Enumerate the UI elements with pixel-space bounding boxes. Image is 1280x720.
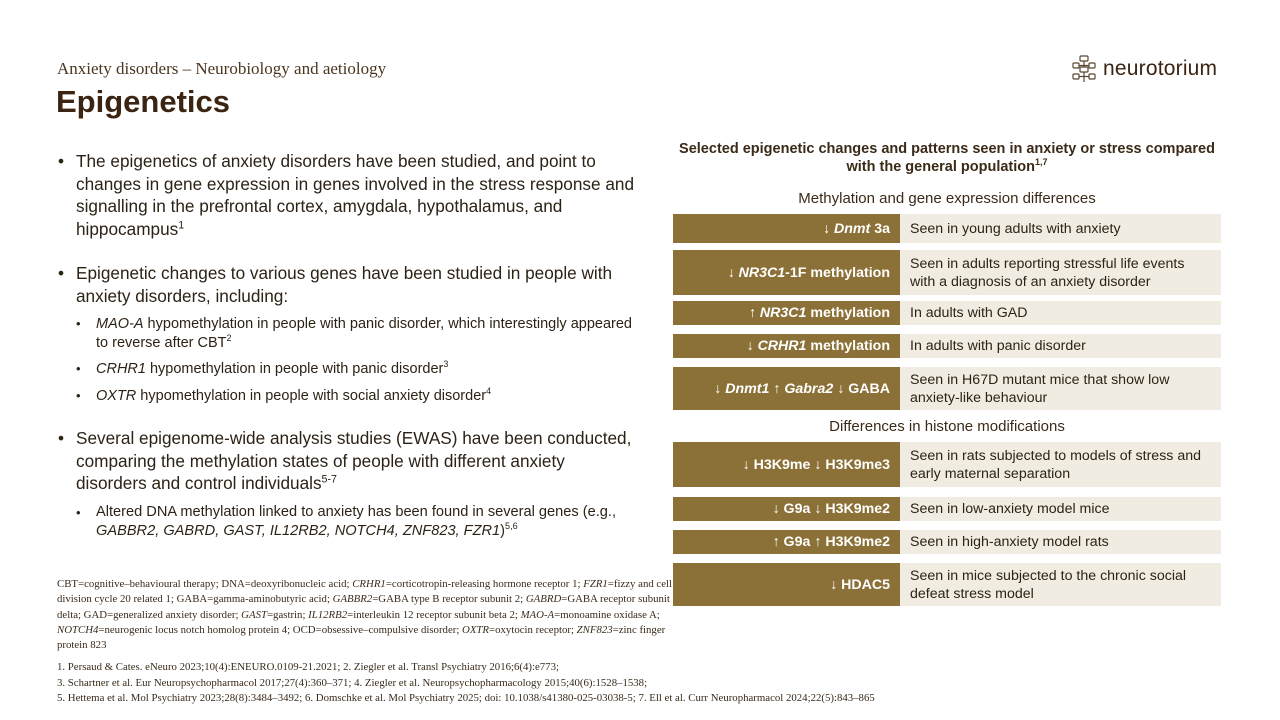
bullet-text: Several epigenome-wide analysis studies (EWAS) have been conducted, comparing the methylation states of people with different anxiety disorders and control individuals (76, 428, 632, 493)
ref-superscript: 5-7 (321, 473, 337, 486)
ref-superscript: 2 (226, 332, 232, 343)
row-label: ↓ H3K9me ↓ H3K9me3 (673, 442, 900, 487)
bullet-text: Epigenetic changes to various genes have been studied in people with anxiety disorders, including: (76, 263, 613, 306)
table-row (673, 442, 1221, 487)
table-title: Selected epigenetic changes and patterns seen in anxiety or stress compared with the general population$^{1,7}$ (679, 141, 1215, 175)
row-label: ↓ CRHR1 methylation (673, 334, 900, 358)
abbreviations: CBT=cognitive–behavioural therapy; DNA=deoxyribonucleic acid; CRHR1=corticotropin-releasing hormone receptor 1; FZR1=fizzy and cell division cycle 20 related 1; GABA=gamma-aminobutyric acid; GABBR2=GABA type B receptor subunit 2; GABRD=GABA receptor subunit delta; GAD=generalized anxiety disorder; GAST=gastrin; IL12RB2=interleukin 12 receptor subunit beta 2; MAO-A=monoamine oxidase A; NOTCH4=neurogenic locus notch homolog protein 4; OCD=obsessive–compulsive disorder; OXTR=oxytocin receptor; ZNF823=zinc finger protein 823 (57, 578, 673, 652)
section-header-histone: Differences in histone modifications (829, 418, 1065, 435)
reference-line: 5. Hettema et al. Mol Psychiatry 2023;28(8):3484–3492; 6. Domschke et al. Mol Psychiatry 2025; doi: 10.1038/s41380-025-03038-5; 7. Ell et al. Curr Neuropharmacol 2024;22(5):843–865 (57, 692, 875, 705)
sub-bullet-maoa (76, 315, 638, 352)
row-description: Seen in rats subjected to models of stress and early maternal separation (900, 442, 1221, 487)
row-description: Seen in low-anxiety model mice (900, 497, 1221, 521)
table-row (673, 214, 1221, 243)
row-label: ↓ NR3C1-1F methylation (673, 250, 900, 295)
ref-superscript: 4 (486, 385, 492, 396)
table-row (673, 250, 1221, 295)
bullet-text: hypomethylation in people with panic disorder, which interestingly appeared to reverse after CBT (96, 316, 632, 351)
table-row (673, 497, 1221, 521)
bullet-epigenetics (58, 150, 638, 240)
row-description: In adults with panic disorder (900, 334, 1221, 358)
bullet-list (58, 150, 638, 541)
references (57, 660, 1057, 707)
sub-bullet-oxtr (76, 387, 638, 406)
row-description: Seen in mice subjected to the chronic social defeat stress model (900, 563, 1221, 606)
bullet-ewas (58, 427, 638, 495)
gene-name: MAO-A (96, 316, 144, 332)
sub-bullet-dna-methylation (76, 503, 638, 541)
ref-superscript: 1,7 (1035, 157, 1048, 168)
gene-name: OXTR (96, 387, 137, 404)
bullet-text: hypomethylation in people with social anxiety disorder (136, 387, 487, 404)
table-row (673, 367, 1221, 410)
bullet-genes-studied (58, 262, 638, 307)
logo-text: neurotorium (1103, 57, 1218, 80)
gene-name: CRHR1 (96, 361, 146, 377)
section-subtitle: Anxiety disorders – Neurobiology and aetiology (57, 59, 387, 78)
reference-line: 3. Schartner et al. Eur Neuropsychopharmacol 2017;27(4):360–371; 4. Ziegler et al. Neuropsychopharmacology 2015;40(6):1528–1538; (57, 676, 648, 689)
table-row (673, 301, 1221, 325)
ref-superscript: 3 (443, 359, 449, 370)
section-header-methylation: Methylation and gene expression differences (798, 190, 1096, 207)
row-description: Seen in adults reporting stressful life events with a diagnosis of an anxiety disorder (900, 250, 1221, 295)
ref-superscript: 5,6 (505, 520, 518, 531)
row-description: In adults with GAD (900, 301, 1221, 325)
row-description: Seen in H67D mutant mice that show low anxiety-like behaviour (900, 367, 1221, 410)
row-label: ↑ G9a ↑ H3K9me2 (673, 530, 900, 554)
row-label: ↑ NR3C1 methylation (673, 301, 900, 325)
row-label: ↓ Dnmt 3a (673, 214, 900, 243)
row-label: ↓ HDAC5 (673, 563, 900, 606)
row-description: Seen in young adults with anxiety (900, 214, 1221, 243)
row-description: Seen in high-anxiety model rats (900, 530, 1221, 554)
ref-superscript: 1 (178, 218, 185, 231)
bullet-text: The epigenetics of anxiety disorders have been studied, and point to changes in gene expression in genes involved in the stress response and signalling in the prefrontal cortex, amygdala, hypothalamus, and hippocampus (76, 151, 634, 239)
bullet-text: Altered DNA methylation linked to anxiety has been found in several genes (e.g., (96, 503, 617, 520)
row-label: ↓ G9a ↓ H3K9me2 (673, 497, 900, 521)
row-label: ↓ Dnmt1 ↑ Gabra2 ↓ GABA (673, 367, 900, 410)
gene-list: GABBR2, GABRD, GAST, IL12RB2, NOTCH4, ZNF823, FZR1 (96, 522, 501, 539)
table-row (673, 530, 1221, 554)
brand-logo[interactable] (1071, 54, 1217, 84)
molecule-icon (1071, 54, 1097, 84)
table-row (673, 563, 1221, 606)
reference-line: 1. Persaud & Cates. eNeuro 2023;10(4):ENEURO.0109-21.2021; 2. Ziegler et al. Transl Psychiatry 2016;6(4):e773; (57, 661, 559, 673)
sub-bullet-crhr1 (76, 360, 638, 379)
page-title: Epigenetics (56, 84, 230, 119)
bullet-text: ) (500, 522, 506, 539)
table-row (673, 334, 1221, 358)
bullet-text: hypomethylation in people with panic disorder (145, 361, 444, 377)
